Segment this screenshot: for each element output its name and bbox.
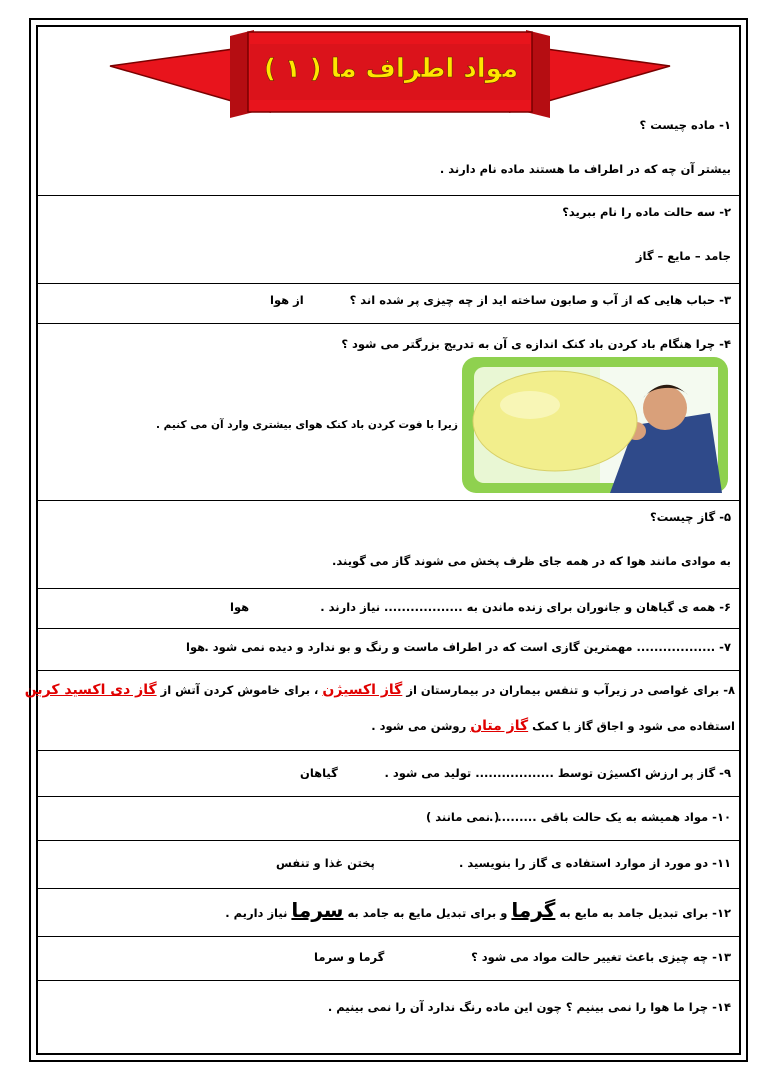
question-8-text-b: ، برای خاموش کردن آتش از: [160, 683, 319, 697]
question-14-text: ۱۴- چرا ما هوا را نمی بینیم ؟ چون این ماده رنگ ندارد آن را نمی بینیم .: [327, 1000, 731, 1014]
question-9: [38, 752, 739, 796]
question-12-text-c: نیاز داریم .: [225, 906, 288, 920]
question-7-text: ۷- .................. مهمترین گازی است که در اطراف ماست و رنگ و بو ندارد و دیده نمی شود .: [204, 640, 731, 654]
question-1: [38, 112, 739, 192]
question-8-line-2: [371, 718, 735, 734]
divider: [38, 628, 739, 629]
question-2-text: ۲- سه حالت ماده را نام ببرید؟: [562, 205, 731, 219]
oxygen-gas-label: گاز اکسیژن: [322, 682, 403, 698]
page-title: مواد اطراف ما ( ۱ ): [263, 54, 519, 84]
question-8-text-c: استفاده می شود و اجاق گاز با کمک: [532, 719, 735, 733]
question-2-answer: جامد – مایع – گاز: [635, 249, 731, 263]
question-9-text: ۹- گاز پر ارزش اکسیژن توسط .................. تولید می شود .: [384, 766, 731, 780]
balloon-boy-image: [460, 353, 730, 496]
question-3-text: ۳- حباب هایی که از آب و صابون ساخته اید از چه چیزی پر شده اند ؟: [349, 293, 731, 307]
divider: [38, 195, 739, 196]
question-1-text: ۱- ماده چیست ؟: [639, 118, 731, 132]
question-14: [38, 982, 739, 1022]
question-11-answer: پختن غذا و تنفس: [276, 856, 375, 870]
question-13: [38, 938, 739, 980]
question-12: [38, 890, 739, 936]
question-3: [38, 285, 739, 323]
question-10-text: ۱۰- مواد همیشه به یک حالت باقی ......... .: [488, 810, 731, 824]
question-8: [24, 672, 739, 750]
question-1-answer: بیشتر آن چه که در اطراف ما هستند ماده نام دارند .: [439, 162, 731, 176]
divider: [38, 283, 739, 284]
question-2: [38, 197, 739, 283]
question-12-line: [225, 898, 731, 922]
question-6-text: ۶- همه ی گیاهان و جانوران برای زنده ماندن به .................. نیاز دارند .: [320, 600, 731, 614]
question-6: [38, 590, 739, 628]
question-10-answer: ( نمی مانند ): [426, 810, 500, 824]
divider: [38, 980, 739, 981]
question-4-answer: زیرا با فوت کردن باد کنک هوای بیشتری وارد آن می کنیم .: [156, 419, 458, 431]
divider: [38, 936, 739, 937]
divider: [38, 670, 739, 671]
divider: [38, 840, 739, 841]
question-7-answer: هوا: [186, 640, 206, 654]
divider: [38, 588, 739, 589]
question-13-answer: گرما و سرما: [314, 950, 385, 964]
question-9-answer: گیاهان: [300, 766, 338, 780]
question-6-answer: هوا: [230, 600, 250, 614]
question-7: [38, 630, 739, 670]
question-5-text: ۵- گاز چیست؟: [650, 510, 731, 524]
divider: [38, 750, 739, 751]
question-13-text: ۱۳- چه چیزی باعث تغییر حالت مواد می شود ؟: [471, 950, 731, 964]
heat-word: گرما: [511, 898, 556, 922]
question-8-text-d: روشن می شود .: [371, 719, 467, 733]
question-5-answer: به موادی مانند هوا که در همه جای ظرف پخش می شوند گاز می گویند.: [331, 554, 731, 568]
divider: [38, 500, 739, 501]
question-4-text: ۴- چرا هنگام باد کردن باد کنک اندازه ی آن به تدریج بزرگتر می شود ؟: [341, 337, 731, 351]
divider: [38, 888, 739, 889]
question-8-line-1: [25, 682, 735, 698]
cold-word: سرما: [291, 898, 344, 922]
question-3-answer: از هوا: [270, 293, 304, 307]
divider: [38, 796, 739, 797]
methane-gas-label: گاز متان: [470, 718, 529, 734]
divider: [38, 323, 739, 324]
question-11-text: ۱۱- دو مورد از موارد استفاده ی گاز را بنویسید .: [458, 856, 731, 870]
question-12-text-a: ۱۲- برای تبدیل جامد به مایع به: [559, 906, 731, 920]
question-11: [38, 842, 739, 888]
question-8-text-a: ۸- برای غواصی در زیرآب و تنفس بیماران در بیمارستان از: [406, 683, 735, 697]
carbon-dioxide-label: گاز دی اکسید کربن: [24, 682, 157, 698]
question-10: [38, 798, 739, 840]
question-12-text-b: و برای تبدیل مایع به جامد به: [347, 906, 508, 920]
question-5: [38, 502, 739, 588]
